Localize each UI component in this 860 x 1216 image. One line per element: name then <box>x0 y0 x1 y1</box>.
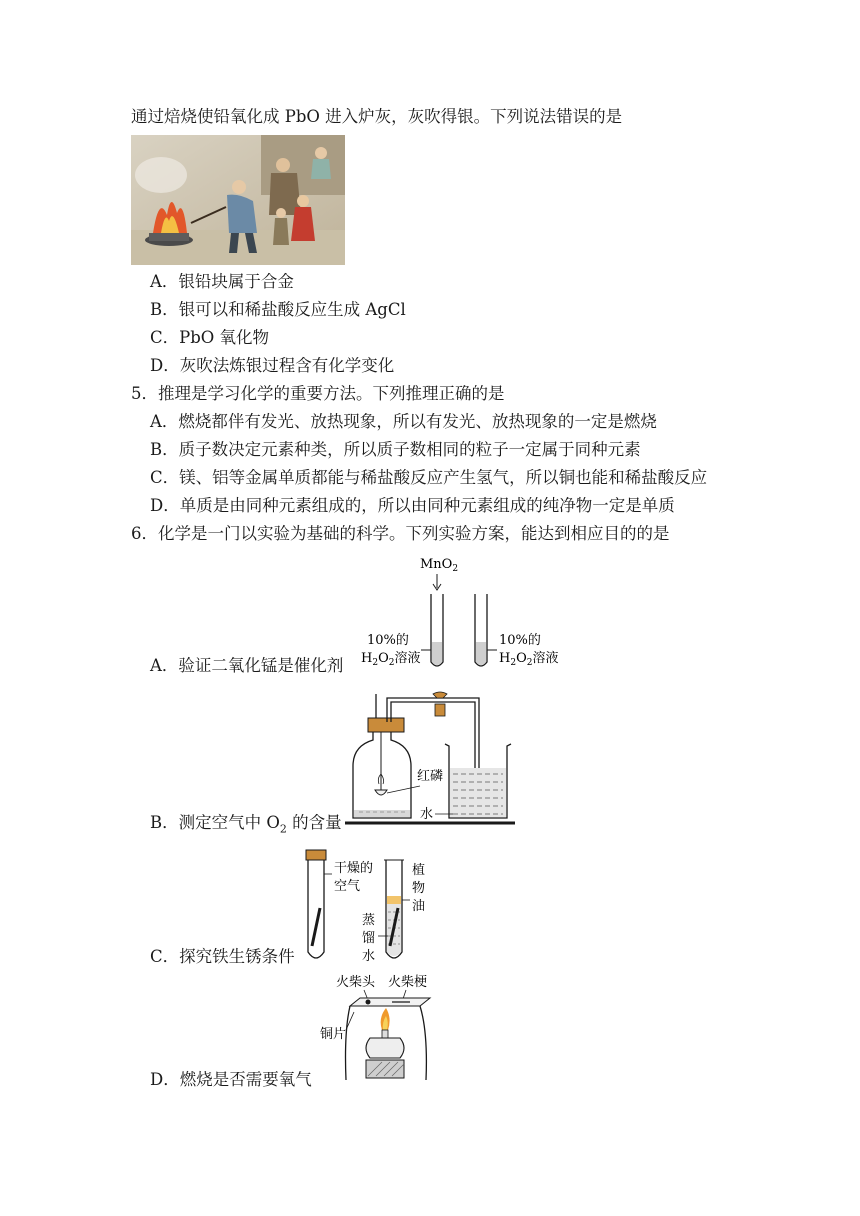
figure-b-oxygen-apparatus <box>345 690 515 830</box>
figure-a-catalyst-test <box>355 550 570 675</box>
copper-sheet <box>350 998 430 1006</box>
q4-option-a: A．银铅块属于合金 <box>150 272 294 291</box>
q6-stem: 6．化学是一门以实验为基础的科学。下列实验方案，能达到相应目的的是 <box>131 524 670 543</box>
right-percent-label: 10%的 <box>499 633 541 648</box>
q6-option-d: D．燃烧是否需要氧气 <box>150 1070 312 1089</box>
dry-air-label-2: 空气 <box>334 879 361 894</box>
q4-option-b: B．银可以和稀盐酸反应生成 AgCl <box>150 300 406 319</box>
q4-option-d: D．灰吹法炼银过程含有化学变化 <box>150 356 395 375</box>
distilled-water-label-2: 馏 <box>362 931 376 946</box>
q4-option-c: C．PbO 氧化物 <box>150 328 270 347</box>
left-percent-label: 10%的 <box>367 633 409 648</box>
distilled-water-label-1: 蒸 <box>362 913 376 928</box>
q5-stem: 5．推理是学习化学的重要方法。下列推理正确的是 <box>131 384 505 403</box>
right-solution-label: $H_2O_2$溶液 <box>499 651 559 668</box>
q5-option-d: D．单质是由同种元素组成的，所以由同种元素组成的纯净物一定是单质 <box>150 496 675 515</box>
match-stick-label: 火柴梗 <box>388 975 428 990</box>
distilled-water-label-3: 水 <box>362 949 376 964</box>
q5-option-c: C．镁、铝等金属单质都能与稀盐酸反应产生氢气，所以铜也能和稀盐酸反应 <box>150 468 708 487</box>
q6-option-b: B．测定空气中 $O_2$ 的含量 <box>150 813 342 836</box>
q5-option-a: A．燃烧都伴有发光、放热现象，所以有发光、放热现象的一定是燃烧 <box>150 412 657 431</box>
match-head-label: 火柴头 <box>336 975 376 990</box>
left-solution-label: $H_2O_2$溶液 <box>361 651 421 668</box>
red-phosphorus-label: 红磷 <box>417 769 444 784</box>
figure-d-combustion-test <box>320 972 450 1084</box>
left-rust-tube <box>308 860 324 958</box>
q5-option-b: B．质子数决定元素种类，所以质子数相同的粒子一定属于同种元素 <box>150 440 641 459</box>
water-label: 水 <box>420 807 434 822</box>
figure-c-rust-test <box>300 848 450 968</box>
veg-oil-label-3: 油 <box>412 899 426 914</box>
veg-oil-label-2: 物 <box>412 881 426 896</box>
alcohol-lamp <box>366 1038 404 1058</box>
dry-air-label-1: 干燥的 <box>334 861 374 876</box>
copper-sheet-label: 铜片 <box>320 1027 347 1042</box>
mno2-label: MnO$_2$ <box>420 557 459 574</box>
veg-oil-label-1: 植 <box>412 863 426 878</box>
silver-smelting-painting <box>131 135 345 265</box>
q4-stem-tail: 通过焙烧使铅氧化成 PbO 进入炉灰，灰吹得银。下列说法错误的是 <box>131 107 623 126</box>
q6-option-a: A．验证二氧化锰是催化剂 <box>150 656 344 675</box>
q6-option-c: C．探究铁生锈条件 <box>150 947 295 966</box>
